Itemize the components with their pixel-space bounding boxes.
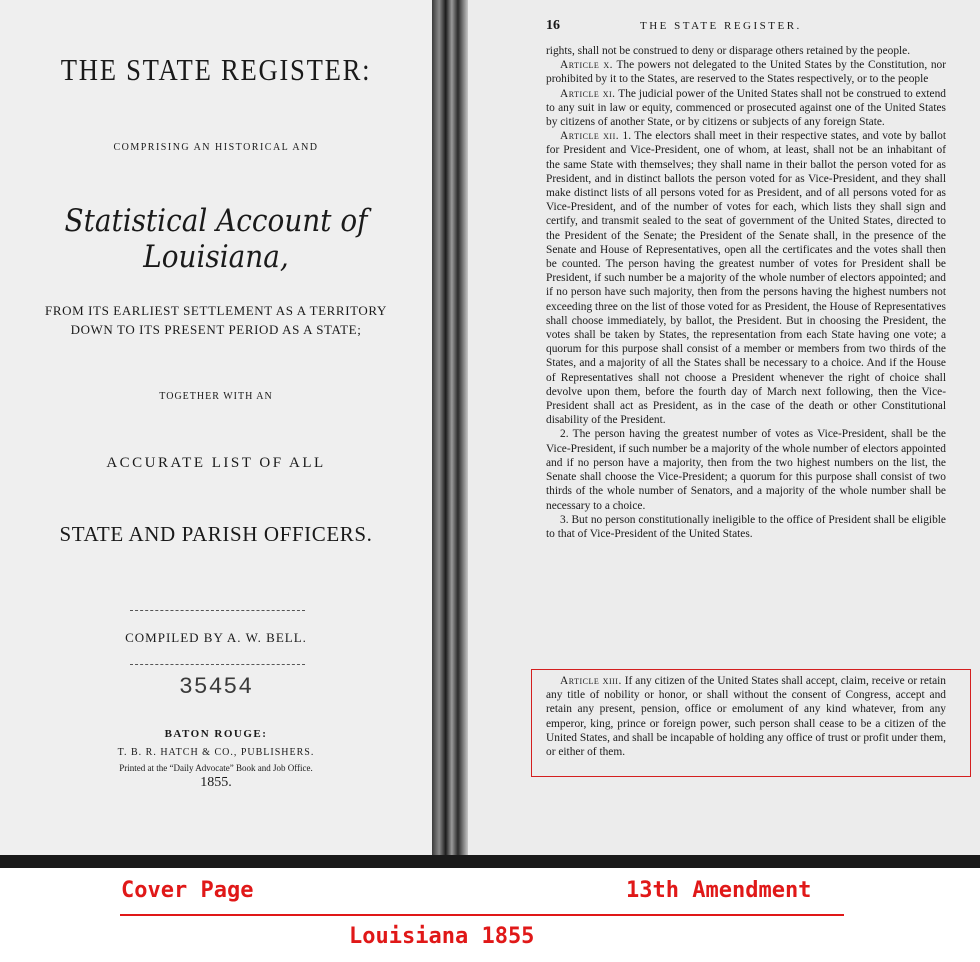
caption-cover-page: Cover Page xyxy=(121,878,254,903)
article-10 xyxy=(546,58,946,86)
cover-officers: STATE AND PARISH OFFICERS. xyxy=(59,522,373,546)
article-11 xyxy=(546,87,946,130)
cover-comprising: COMPRISING AN HISTORICAL AND xyxy=(113,142,319,153)
cover-printed-at: Printed at the “Daily Advocate” Book and Job Office. xyxy=(119,763,313,773)
article-12-section-3: 3. But no person constitutionally ineligible to the office of President shall be eligible to that of Vice-President of the United States. xyxy=(546,513,946,540)
cover-compiled: COMPILED BY A. W. BELL. xyxy=(125,630,307,645)
book-gutter xyxy=(432,0,468,868)
cover-divider-bottom xyxy=(130,664,305,665)
article-12-label: Article xii. xyxy=(560,130,620,143)
cover-divider-top xyxy=(130,610,305,611)
cover-period-line2: DOWN TO ITS PRESENT PERIOD AS A STATE; xyxy=(70,322,362,337)
paragraph-rights: rights, shall not be construed to deny or disparage others retained by the people. xyxy=(546,45,911,57)
cover-period xyxy=(0,301,432,339)
article-10-text: The powers not delegated to the United States by the Constitution, nor prohibited by it to the States, are reserved to the States respectively, or to the people xyxy=(546,59,946,86)
cover-accurate: ACCURATE LIST OF ALL xyxy=(106,455,326,471)
article-12 xyxy=(546,129,946,427)
page-body xyxy=(546,44,946,541)
caption-13th-amendment: 13th Amendment xyxy=(626,878,812,903)
article-11-label: Article xi. xyxy=(560,87,616,100)
cover-city: BATON ROUGE: xyxy=(164,728,268,740)
page-number: 16 xyxy=(546,18,560,33)
article-12-text: 1. The electors shall meet in their respective states, and vote by ballot for President and Vice-President, one of whom, at least, shall not be an inhabitant of the same State with themselves; they shall name in their ballot the person voted for as President, and in distinct ballots the person voted for as Vice-President, and they shall make distinct lists of all persons voted for as President, and of all persons voted for as Vice-President, and of the number of votes for each, which lists they shall sign and certify, and transmit sealed to the seat of government of the United States, directed to the President of the Senate; the President of the Senate shall, in the presence of the Senate and House of Representatives, open all the certificates and the votes shall then be counted. The person having the greatest number of votes for President shall be President, if such number be a majority of the whole number of electors appointed; and if no person have such majority, then from the persons having the highest numbers not exceeding three on the list of those voted for as President, the House of Representatives shall choose immediately, by ballot, the President. But in choosing the President, the votes shall be taken by States, the representation from each State having one vote; a quorum for this purpose shall consist of a member or members from two thirds of the States, and a majority of all the States shall be necessary to a choice. And if the House of Representatives shall not choose a President whenever the right of choice shall devolve upon them, before the fourth day of March next following, then the Vice-President shall act as President, as in the case of the death or other Constitutional disability of the President. xyxy=(546,130,946,427)
article-11-text: The judicial power of the United States shall not be construed to extend to any suit in law or equity, commenced or prosecuted against one of the United States by citizens of another State, or by citizens or subjects of any foreign State. xyxy=(546,87,946,129)
cover-title: THE STATE REGISTER: xyxy=(60,52,372,87)
article-10-label: Article x. xyxy=(560,59,614,72)
running-head: THE STATE REGISTER. xyxy=(640,20,802,32)
caption-louisiana-1855: Louisiana 1855 xyxy=(349,924,535,949)
cover-year: 1855. xyxy=(200,775,232,790)
cover-publisher: T. B. R. HATCH & CO., PUBLISHERS. xyxy=(117,747,315,758)
cover-period-line1: FROM ITS EARLIEST SETTLEMENT AS A TERRITORY xyxy=(45,303,387,318)
cover-together: TOGETHER WITH AN xyxy=(159,391,273,402)
article-13-highlight-box xyxy=(531,669,971,777)
scan-edge xyxy=(0,855,980,868)
library-stamp-number: 35454 xyxy=(178,674,253,700)
article-13-label: Article xiii. xyxy=(560,675,622,687)
article-12-section-2: 2. The person having the greatest number of votes as Vice-President, shall be the Vice-President, if such number be a majority of the whole number of electors appointed and if no person have a majority, then from the two highest numbers on the list, the Senate shall choose the Vice-President; a quorum for this purpose shall consist of two thirds of the whole number of Senators, and a majority of the whole number shall be necessary to a choice. xyxy=(546,428,946,512)
cover-subtitle: Statistical Account of Louisiana, xyxy=(64,203,368,275)
caption-underline xyxy=(120,914,844,916)
article-13-text: If any citizen of the United States shall accept, claim, receive or retain any title of nobility or honor, or shall without the consent of Congress, accept and retain any present, pension, office or emolument of any kind whatever, from any emperor, king, prince or foreign power, such person shall cease to be a citizen of the United States, and shall be incapable of holding any office of trust or profit under them, or either of them. xyxy=(546,675,946,759)
